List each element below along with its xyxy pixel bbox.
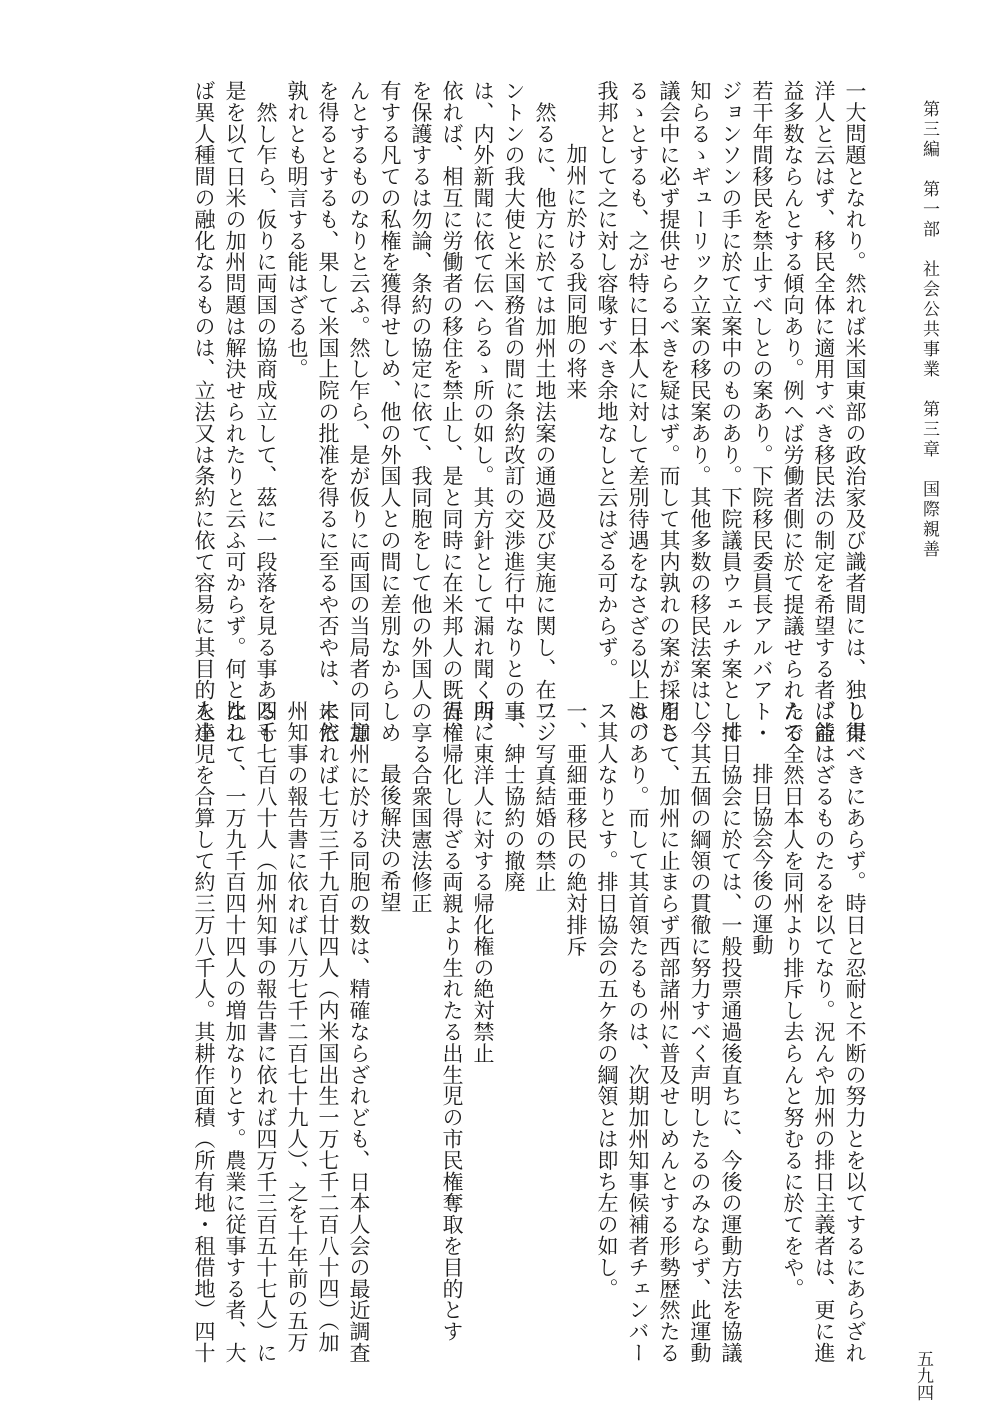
section-heading: 加州に於ける我同胞の将来 [564, 143, 588, 400]
text-line: 州知事の報告書に依れば八万七千二百七十九人）、之を十年前の五万 [285, 700, 309, 1353]
text-line: 然し乍ら、仮りに両国の協商成立して、茲に一段落を見る事あるも [254, 80, 278, 744]
text-line: 若干年間移民を禁止すべしとの案あり。下院移民委員長アルバアト・ [750, 80, 774, 744]
list-item: る合衆国憲法修正 [409, 700, 433, 914]
text-line: 知らるゝギューリック立案の移民案あり。其他多数の移民法案は、今 [688, 80, 712, 744]
text-line: し、其五個の綱領の貫徹に努力すべく声明したるのみならず、此運動 [688, 700, 712, 1364]
text-line: 依れば、相互に労働者の移住を禁止し、是と同時に在米邦人の既得権 [440, 80, 464, 744]
text-line: んとするものなりと云ふ。然し乍ら、是が仮りに両国の当局者の同意 [347, 80, 371, 744]
text-line: んで全然日本人を同州より排斥し去らんと努むるに於てをや。 [781, 700, 805, 1300]
text-line: は、内外新聞に依て伝へらるゝ所の如し。其方針として漏れ聞く所に [471, 80, 495, 744]
text-line: 是を以て日米の加州問題は解決せられたりと云ふ可からず。何となれ [223, 80, 247, 744]
list-item: 一、亜細亜移民の絶対排斥 [564, 700, 588, 957]
text-line: 我邦として之に対し容喙すべき余地なしと云はざる可からず。 [595, 80, 619, 680]
running-header: 第三編 第一部 社会公共事業 第三章 国際親善 [919, 100, 939, 560]
text-line: を得るとするも、果して米国上院の批准を得るに至るや否やは、未だ [316, 80, 340, 744]
text-line: るゝとするも、之が特に日本人に対して差別待遇をなさざる以上は、 [626, 80, 650, 744]
page-number: 五九四 [913, 1350, 933, 1401]
text-line: 加州に於ける同胞の数は、精確ならざれども、日本人会の最近調査 [347, 700, 371, 1364]
list-item: 五、帰化し得ざる両親より生れたる出生児の市民権奪取を目的とす [440, 700, 464, 1342]
text-line: ものあり。而して其首領たるものは、次期加州知事候補者チェンバー [626, 700, 650, 1364]
text-line: 排日協会に於ては、一般投票通過後直ちに、今後の運動方法を協議 [719, 700, 743, 1364]
text-line: を保護するは勿論、条約の協定に依て、我同胞をして他の外国人の享 [409, 80, 433, 744]
text-line: ジョンソンの手に於て立案中のものあり。下院議員ウェルチ案として [719, 80, 743, 744]
list-item: 四、東洋人に対する帰化権の絶対禁止 [471, 700, 495, 1064]
text-line: ば異人種間の融化なるものは、立法又は条約に依て容易に其目的を達 [192, 80, 216, 744]
text-line: 人小児を合算して約三万八千人。其耕作面積（所有地・租借地）四十 [192, 700, 216, 1364]
text-line: 一大問題となれり。然れば米国東部の政治家及び識者間には、独り東 [843, 80, 867, 744]
text-line: 孰れとも明言する能はざる也。 [285, 80, 309, 380]
lower-text-block [50, 700, 870, 1400]
section-heading: 排日協会今後の運動 [750, 763, 774, 956]
list-item: 二、写真結婚の禁止 [533, 700, 557, 893]
text-line: 議会中に必ず提供せらるべきを疑はず。而して其内孰れの案が採用さ [657, 80, 681, 744]
upper-text-block [50, 80, 870, 744]
text-line: し得べきにあらず。時日と忍耐と不断の努力とを以てするにあらざれ [843, 700, 867, 1364]
text-line: 洋人と云はず、移民全体に適用すべき移民法の制定を希望する者、益 [812, 80, 836, 744]
text-line: ントンの我大使と米国務省の間に条約改訂の交渉進行中なりとの事 [502, 80, 526, 722]
text-line: 四千七百八十人（加州知事の報告書に依れば四万千三百五十七人）に [254, 700, 278, 1364]
section-heading: 最後解決の希望 [378, 763, 402, 913]
text-line: 益多数ならんとする傾向あり。例へば労働者側に於て提議せられたる [781, 80, 805, 744]
list-item: 三、紳士協約の撤廃 [502, 700, 526, 893]
text-line: ば能はざるものたるを以てなり。況んや加州の排日主義者は、更に進 [812, 700, 836, 1364]
text-line: 有する凡ての私権を獲得せしめ、他の外国人との間に差別なからしめ [378, 80, 402, 744]
text-line: ス其人なりとす。排日協会の五ケ条の綱領とは即ち左の如し。 [595, 700, 619, 1300]
text-line: 比して、一万九千百四十四人の増加なりとす。農業に従事する者、大 [223, 700, 247, 1364]
text-line: 然るに、他方に於ては加州土地法案の通過及び実施に関し、在ワシ [533, 80, 557, 744]
text-line: に依れば七万三千九百廿四人（内米国出生一万七千二百八十四）（加 [316, 700, 340, 1353]
text-line: をして、加州に止まらず西部諸州に普及せしめんとする形勢歴然たる [657, 700, 681, 1364]
